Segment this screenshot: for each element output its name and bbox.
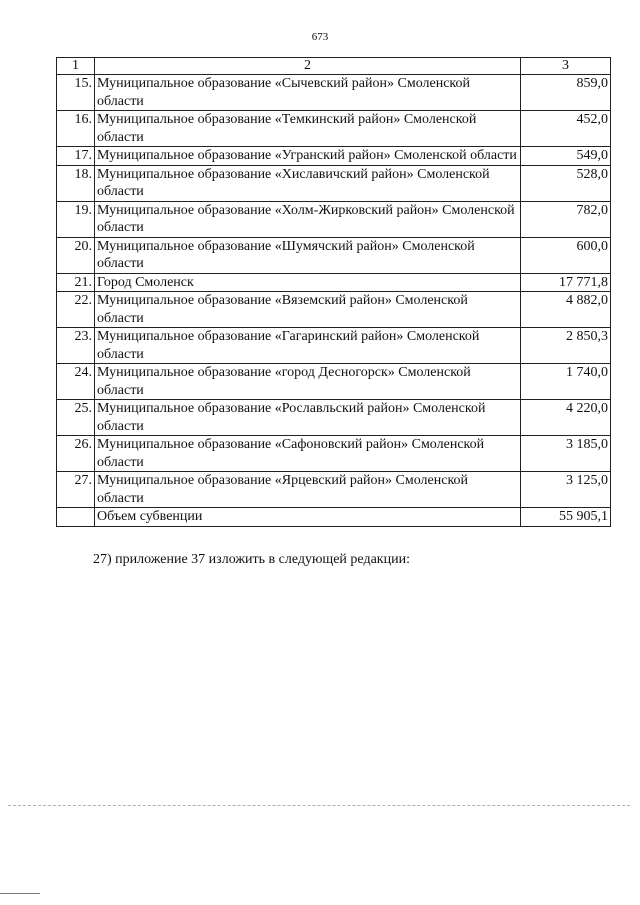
amendment-instruction: 27) приложение 37 изложить в следующей редакции: [93, 552, 410, 567]
row-value: 452,0 [521, 111, 611, 147]
row-number: 21. [57, 273, 95, 292]
row-value: 1 740,0 [521, 364, 611, 400]
row-number: 27. [57, 472, 95, 508]
row-value: 2 850,3 [521, 328, 611, 364]
table-header-row [57, 58, 611, 75]
table-row [57, 436, 611, 472]
row-name: Муниципальное образование «Угранский район» Смоленской области [95, 147, 521, 166]
row-value: 859,0 [521, 75, 611, 111]
table-row [57, 75, 611, 111]
table-row [57, 400, 611, 436]
table-row [57, 292, 611, 328]
total-number [57, 508, 95, 527]
row-name: Муниципальное образование «Холм-Жирковский район» Смоленской области [95, 201, 521, 237]
row-name: Муниципальное образование «Шумячский район» Смоленской области [95, 237, 521, 273]
row-name: Муниципальное образование «Хиславичский район» Смоленской области [95, 165, 521, 201]
scan-artifact-line [8, 805, 630, 806]
row-value: 600,0 [521, 237, 611, 273]
row-number: 19. [57, 201, 95, 237]
table-row [57, 111, 611, 147]
row-number: 15. [57, 75, 95, 111]
row-number: 23. [57, 328, 95, 364]
row-name: Муниципальное образование «Темкинский район» Смоленской области [95, 111, 521, 147]
table-row [57, 237, 611, 273]
row-value: 528,0 [521, 165, 611, 201]
total-label: Объем субвенции [95, 508, 521, 527]
row-number: 17. [57, 147, 95, 166]
table-row [57, 165, 611, 201]
row-number: 20. [57, 237, 95, 273]
row-number: 24. [57, 364, 95, 400]
row-value: 17 771,8 [521, 273, 611, 292]
row-value: 3 125,0 [521, 472, 611, 508]
table-row [57, 201, 611, 237]
row-name: Муниципальное образование «Вяземский район» Смоленской области [95, 292, 521, 328]
table-row [57, 273, 611, 292]
row-value: 782,0 [521, 201, 611, 237]
row-name: Город Смоленск [95, 273, 521, 292]
table-row [57, 472, 611, 508]
row-name: Муниципальное образование «город Десногорск» Смоленской области [95, 364, 521, 400]
row-number: 22. [57, 292, 95, 328]
row-value: 549,0 [521, 147, 611, 166]
row-number: 16. [57, 111, 95, 147]
row-name: Муниципальное образование «Рославльский район» Смоленской области [95, 400, 521, 436]
row-name: Муниципальное образование «Сычевский район» Смоленской области [95, 75, 521, 111]
row-number: 18. [57, 165, 95, 201]
row-name: Муниципальное образование «Ярцевский район» Смоленской области [95, 472, 521, 508]
row-number: 26. [57, 436, 95, 472]
row-value: 4 882,0 [521, 292, 611, 328]
scan-corner-mark [0, 893, 40, 894]
table-total-row [57, 508, 611, 527]
row-name: Муниципальное образование «Сафоновский район» Смоленской области [95, 436, 521, 472]
total-value: 55 905,1 [521, 508, 611, 527]
page-number: 673 [311, 31, 329, 43]
column-header-value: 3 [521, 58, 611, 75]
row-number: 25. [57, 400, 95, 436]
column-header-name: 2 [95, 58, 521, 75]
row-value: 4 220,0 [521, 400, 611, 436]
table-row [57, 328, 611, 364]
table-row [57, 364, 611, 400]
table-row [57, 147, 611, 166]
row-name: Муниципальное образование «Гагаринский район» Смоленской области [95, 328, 521, 364]
subvention-table [56, 57, 611, 527]
row-value: 3 185,0 [521, 436, 611, 472]
column-header-number: 1 [57, 58, 95, 75]
